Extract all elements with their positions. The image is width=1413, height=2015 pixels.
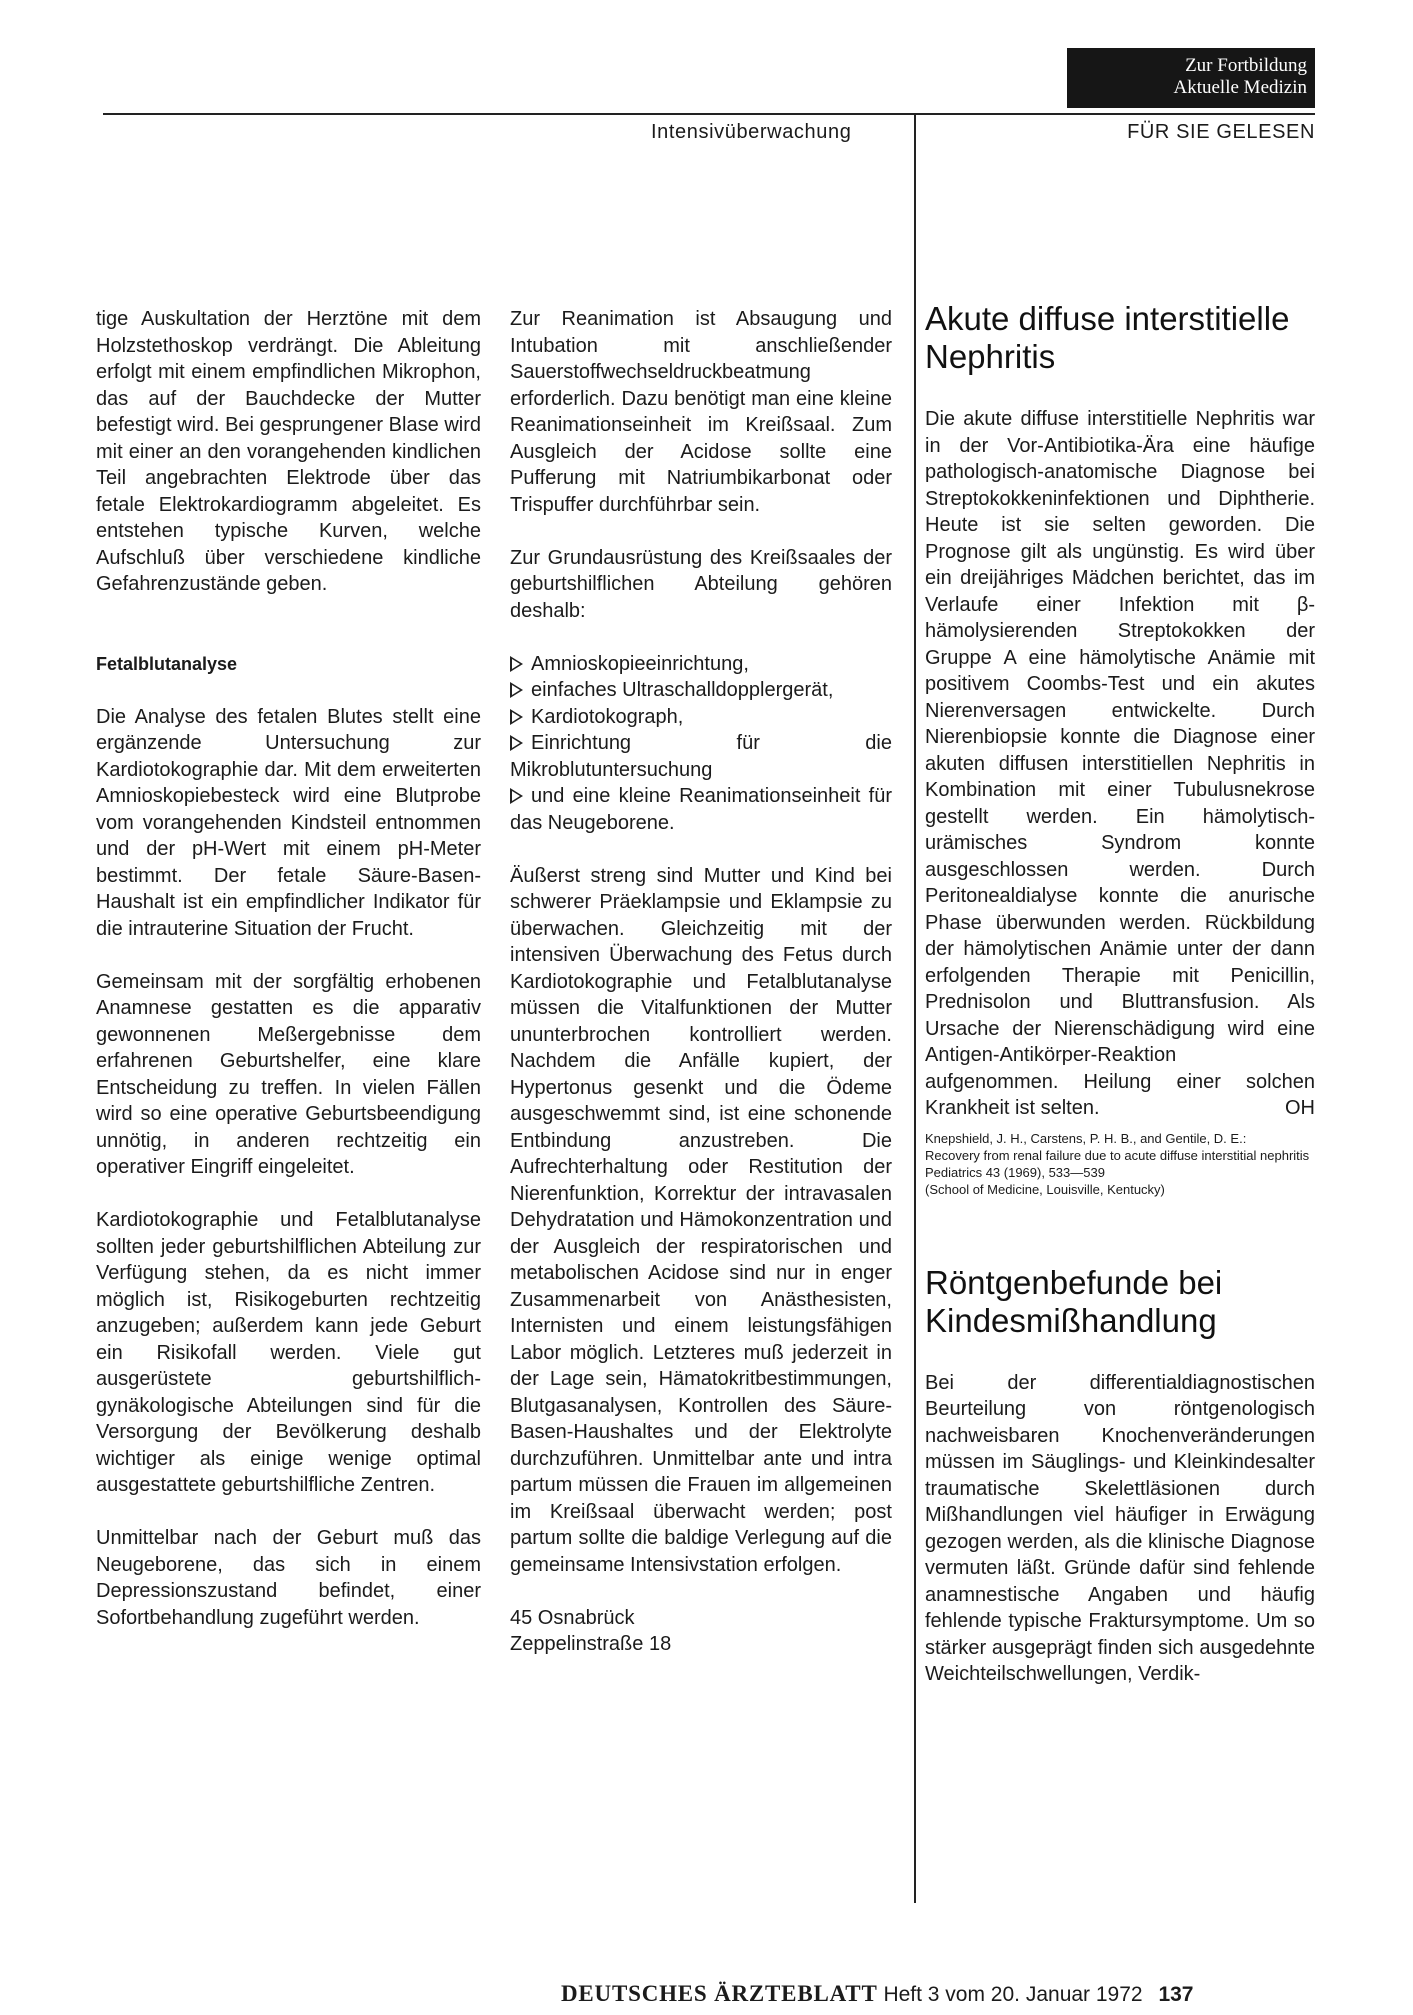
list-item: Amnioskopieeinrichtung, [510,651,892,678]
reference-title: Recovery from renal failure due to acute diffuse interstitial nephritis [925,1147,1310,1163]
page-footer [561,1981,1194,2007]
list-item: Einrichtung für die Mikroblutuntersuchung [510,732,892,781]
header-rule-left [103,113,914,115]
subheading-fetalblutanalyse: Fetalblutanalyse [96,653,238,674]
section-tag-line1: Zur Fortbildung [1185,55,1307,76]
section-tag-line2: Aktuelle Medizin [1173,77,1307,98]
list-item: einfaches Ultraschalldopplergerät, [510,677,892,704]
column-3 [925,300,1315,1688]
running-head-right: FÜR SIE GELESEN [1127,121,1315,143]
col2-paragraph: Zur Grundausrüstung des Kreißsaales der geburtshilflichen Abteilung gehören deshalb: [510,546,892,622]
list-item: und eine kleine Reanimationseinheit für das Neugeborene. [510,785,892,834]
equipment-list [510,651,892,837]
article-title-nephritis: Akute diffuse interstitielle Nephritis [925,300,1290,375]
col1-paragraph: Gemeinsam mit der sorgfältig erhobenen Anamnese gestatten es die apparativ gewonnenen Meßergebnisse dem erfahrenen Geburtshelfer, eine klare Entscheidung zu treffen. In vielen Fällen wird so eine operative Geburtsbeendigung unnötig, in anderen rechtzeitig ein operativer Eingriff eingeleitet. [96,970,481,1178]
author-address-line1: 45 Osnabrück [510,1606,635,1629]
list-item: Kardiotokograph, [510,704,892,731]
nephritis-body: Die akute diffuse interstitielle Nephritis war in der Vor-Antibiotika-Ära eine häufige pathologisch-anatomische Diagnose bei Streptokokkeninfektionen und Diphtherie. Heute ist sie selten geworden. Die Prognose gilt als ungünstig. Es wird über ein dreijähriges Mädchen berichtet, das im Verlaufe einer Infektion mit β-hämolysierenden Streptokokken der Gruppe A eine hämolytische Anämie mit positivem Coombs-Test und ein akutes Nierenversagen entwickelte. Durch Nierenbiopsie konnte die Diagnose einer akuten diffusen interstitiellen Nephritis in Kombination mit einer Tubulusnekrose gestellt werden. Ein hämolytisch-urämisches Syndrom konnte ausgeschlossen werden. Durch Peritonealdialyse konnte die anurische Phase überwunden werden. Rückbildung der hämolytischen Anämie unter der dann erfolgenden Therapie mit Penicillin, Prednisolon und Bluttransfusion. Als Ursache der Nierenschädigung wird eine Antigen-Antikörper-Reaktion aufgenommen. Heilung einer solchen Krankheit ist selten. OH [925,406,1315,1122]
running-head-left: Intensivüberwachung [651,121,852,143]
article-title-roentgen: Röntgenbefunde bei Kindesmißhandlung [925,1263,1223,1339]
col1-paragraph: Unmittelbar nach der Geburt muß das Neugeborene, das sich in einem Depressionszustand befindet, einer Sofortbehandlung zugeführt werden. [96,1527,481,1629]
issue-info: Heft 3 vom 20. Januar 1972 [883,1983,1143,2006]
reference-authors: Knepshield, J. H., Carstens, P. H. B., and Gentile, D. E.: [925,1130,1247,1146]
triangle-bullet-icon [510,735,523,751]
roentgen-body: Bei der differentialdiagnostischen Beurteilung von röntgenologisch nachweisbaren Knochenveränderungen müssen im Säuglings- und Kleinkindesalter traumatische Skelettläsionen durch Mißhandlungen viel häufiger in Erwägung gezogen werden, als die klinische Diagnose vermuten läßt. Gründe dafür sind fehlende anamnestische Angaben und häufig fehlende typische Fraktursymptome. Um so stärker ausgeprägt finden sich ausgedehnte Weichteilschwellungen, Verdik- [925,1371,1315,1685]
column-divider [914,113,916,1903]
author-initials: OH [1285,1097,1315,1119]
col1-paragraph: tige Auskultation der Herztöne mit dem Holzstethoskop verdrängt. Die Ableitung erfolgt mit einem empfindlichen Mikrophon, das auf der Bauchdecke der Mutter befestigt wird. Bei gesprungener Blase wird mit einer an den vorangehenden kindlichen Teil angebrachten Elektrode über das fetale Elektrokardiogramm abgeleitet. Es entstehen typische Kurven, welche Aufschluß über verschiedene kindliche Gefahrenzustände geben. [96,308,481,595]
col1-paragraph: Kardiotokographie und Fetalblutanalyse sollten jeder geburtshilflichen Abteilung zur Verfügung stehen, da es nicht immer möglich ist, Risikogeburten rechtzeitig anzugeben; außerdem kann jede Geburt ein Risikofall werden. Viele gut ausgerüstete geburtshilflich-gynäkologische Abteilungen sind für die Versorgung der Bevölkerung deshalb wichtiger als einige wenige optimal ausgestattete geburtshilfliche Zentren. [96,1209,481,1496]
column-2 [510,306,892,1658]
triangle-bullet-icon [510,709,523,725]
triangle-bullet-icon [510,682,523,698]
page-number: 137 [1158,1983,1194,2006]
reference-institution: (School of Medicine, Louisville, Kentucky) [925,1181,1165,1197]
column-1 [96,306,481,1631]
author-address-line2: Zeppelinstraße 18 [510,1633,672,1655]
triangle-bullet-icon [510,656,523,672]
col2-paragraph: Äußerst streng sind Mutter und Kind bei schwerer Präeklampsie und Eklampsie zu überwachen. Gleichzeitig mit der intensiven Überwachung des Fetus durch Kardiotokographie und Fetalblutanalyse müssen die Vitalfunktionen der Mutter ununterbrochen kontrolliert werden. Nachdem die Anfälle kupiert, der Hypertonus gesenkt und die Ödeme ausgeschwemmt sind, ist eine schonende Entbindung anzustreben. Die Aufrechterhaltung oder Restitution der Nierenfunktion, Korrektur der intravasalen Dehydratation und Hämokonzentration und der Ausgleich der respiratorischen und metabolischen Acidose sind nur in enger Zusammenarbeit von Anästhesisten, Internisten und einem leistungsfähigen Labor möglich. Letzteres muß jederzeit in der Lage sein, Hämatokritbestimmungen, Blutgasanalysen, Kontrollen des Säure-Basen-Haushaltes und der Elektrolyte durchzuführen. Unmittelbar ante und intra partum müssen die Frauen im allgemeinen im Kreißsaal überwacht werden; post partum sollte die baldige Verlegung auf die gemeinsame Intensivstation erfolgen. [510,864,892,1576]
section-tag [1067,48,1315,108]
col2-paragraph: Zur Reanimation ist Absaugung und Intubation mit anschließender Sauerstoffwechseldruckbeatmung erforderlich. Dazu benötigt man eine kleine Reanimationseinheit im Kreißsaal. Zum Ausgleich der Acidose sollte eine Pufferung mit Natriumbikarbonat oder Trispuffer durchführbar sein. [510,308,892,516]
magazine-name: DEUTSCHES ÄRZTEBLATT [561,1981,878,2006]
header-rule-right [914,113,1315,115]
reference-journal: Pediatrics 43 (1969), 533—539 [925,1164,1105,1180]
col1-paragraph: Die Analyse des fetalen Blutes stellt eine ergänzende Untersuchung zur Kardiotokographie dar. Mit dem erweiterten Amnioskopiebesteck wird eine Blutprobe vom vorangehenden Kindsteil entnommen und der pH-Wert mit einem pH-Meter bestimmt. Der fetale Säure-Basen-Haushalt ist ein empfindlicher Indikator für die intrauterine Situation der Frucht. [96,705,481,940]
triangle-bullet-icon [510,788,523,804]
